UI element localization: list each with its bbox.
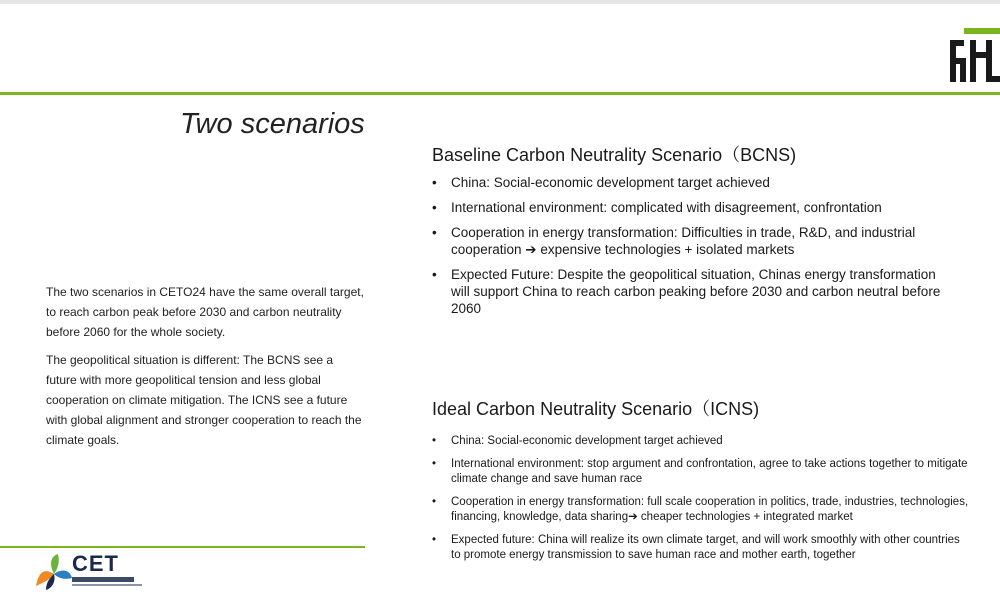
- cet-logo-text: CET: [72, 551, 119, 576]
- icns-list: [432, 434, 972, 571]
- bcns-heading: Baseline Carbon Neutrality Scenario（BCNS): [432, 145, 797, 165]
- header-rule: [0, 92, 1000, 95]
- cet-logo-subtitle-graphic: [72, 576, 142, 588]
- icns-heading: Ideal Carbon Neutrality Scenario（ICNS): [432, 399, 760, 419]
- bcns-item-text: International environment: complicated with disagreement, confrontation: [451, 200, 882, 215]
- bullet-glyph: •: [432, 267, 437, 282]
- icns-item-text: Expected future: China will realize its own climate target, and will work smoothly with other countries to promote energy transmission to save human race and mother earth, together: [451, 534, 960, 561]
- top-strip: [0, 0, 1000, 4]
- bullet-glyph: •: [432, 175, 437, 190]
- icns-item-text: Cooperation in energy transformation: full scale cooperation in politics, trade, industries, technologies, financing, knowledge, data sharing➔ cheaper technologies + integrated market: [451, 496, 969, 523]
- bullet-glyph: •: [432, 534, 437, 546]
- list-item: [432, 533, 972, 563]
- icns-item-text: International environment: stop argument and confrontation, agree to take actions together to mitigate climate change and save human race: [451, 458, 968, 485]
- list-item: [432, 434, 972, 449]
- bcns-list: [432, 174, 952, 325]
- bcns-item-text: Expected Future: Despite the geopolitical situation, Chinas energy transformation will support China to reach carbon peaking before 2030 and carbon neutral before 2060: [451, 267, 941, 316]
- list-item: [432, 266, 952, 317]
- footer-rule: [0, 546, 365, 548]
- bullet-glyph: •: [432, 458, 437, 470]
- bullet-glyph: •: [432, 200, 437, 215]
- intro-text: [46, 282, 364, 458]
- icns-item-text: China: Social-economic development target achieved: [451, 435, 723, 447]
- list-item: [432, 457, 972, 487]
- list-item: [432, 199, 952, 216]
- list-item: [432, 174, 952, 191]
- list-item: [432, 495, 972, 525]
- bullet-glyph: •: [432, 435, 437, 447]
- list-item: [432, 224, 952, 258]
- bcns-item-text: Cooperation in energy transformation: Difficulties in trade, R&D, and industrial cooperation ➔ expensive technologies + isolated markets: [451, 225, 916, 257]
- bullet-glyph: •: [432, 496, 437, 508]
- bcns-item-text: China: Social-economic development target achieved: [451, 175, 770, 190]
- intro-paragraph-2: The geopolitical situation is different: The BCNS see a future with more geopolitical tension and less global cooperation on climate mitigation. The ICNS see a future with global alignment and stronger cooperation to reach the climate goals.: [46, 353, 362, 447]
- intro-paragraph-1: The two scenarios in CETO24 have the same overall target, to reach carbon peak before 2030 and carbon neutrality before 2060 for the whole society.: [46, 285, 364, 339]
- page-title: Two scenarios: [180, 108, 365, 140]
- cet-corner-glyph-icon: [946, 28, 1000, 86]
- cet-leaf-logo-icon: [34, 552, 74, 592]
- cet-logo: [34, 552, 144, 592]
- bullet-glyph: •: [432, 225, 437, 240]
